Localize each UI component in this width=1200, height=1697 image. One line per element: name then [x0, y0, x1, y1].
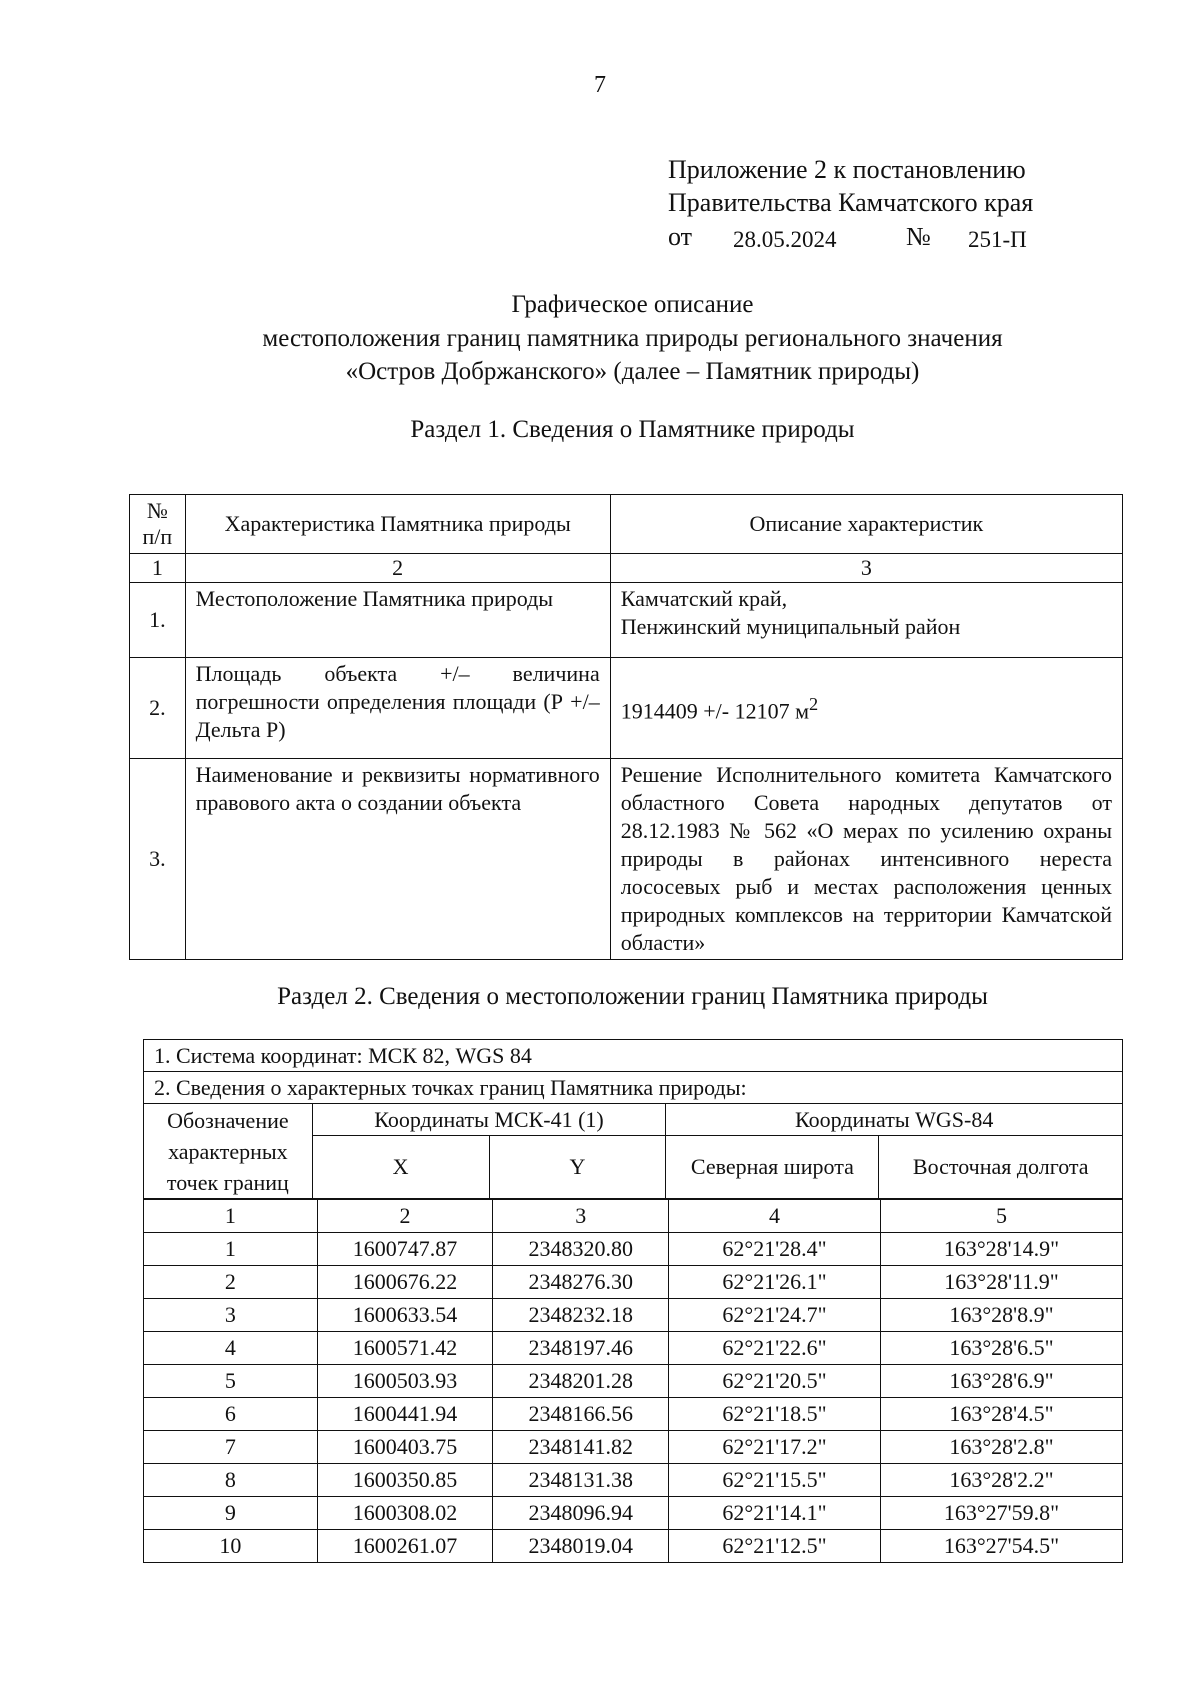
area-value: 1914409 +/- 12107 м: [620, 698, 809, 724]
coordinates-header-table: [143, 1039, 1123, 1199]
point-y: 2348019.04: [493, 1530, 669, 1563]
row-characteristic: Местоположение Памятника природы: [185, 583, 610, 658]
index-cell: 2: [185, 554, 610, 583]
header-north: Северная широта: [666, 1136, 879, 1199]
header-east: Восточная долгота: [879, 1136, 1123, 1199]
index-cell: 2: [317, 1200, 493, 1233]
point-id: 8: [144, 1464, 318, 1497]
point-latitude: 62°21'28.4": [669, 1233, 881, 1266]
header-characteristic: Характеристика Памятника природы: [185, 495, 610, 554]
row-description: [610, 658, 1122, 759]
point-x: 1600350.85: [317, 1464, 493, 1497]
table-header-row: [130, 495, 1123, 554]
coord-system: 1. Система координат: МСК 82, WGS 84: [144, 1040, 1123, 1072]
header-designation: Обозначение характерных точек границ: [144, 1104, 313, 1199]
point-longitude: 163°28'2.2": [880, 1464, 1122, 1497]
point-id: 4: [144, 1332, 318, 1365]
point-x: 1600633.54: [317, 1299, 493, 1332]
points-index-row: [144, 1200, 1123, 1233]
point-longitude: 163°28'11.9": [880, 1266, 1122, 1299]
point-id: 1: [144, 1233, 318, 1266]
point-id: 9: [144, 1497, 318, 1530]
point-id: 2: [144, 1266, 318, 1299]
row-characteristic: Площадь объекта +/– величина погрешности определения площади (Р +/– Дельта Р): [185, 658, 610, 759]
header-number-line-2: п/п: [142, 524, 173, 549]
table-row: [144, 1332, 1123, 1365]
point-latitude: 62°21'22.6": [669, 1332, 881, 1365]
table-row: [144, 1497, 1123, 1530]
point-longitude: 163°28'8.9": [880, 1299, 1122, 1332]
point-x: 1600747.87: [317, 1233, 493, 1266]
area-unit-exponent: 2: [809, 694, 819, 715]
point-latitude: 62°21'17.2": [669, 1431, 881, 1464]
table-row: [144, 1530, 1123, 1563]
point-y: 2348096.94: [493, 1497, 669, 1530]
boundary-points-table: [143, 1199, 1123, 1563]
header-x: X: [312, 1136, 489, 1199]
point-id: 7: [144, 1431, 318, 1464]
row-description-line-2: Пенжинский муниципальный район: [620, 614, 961, 639]
index-cell: 4: [669, 1200, 881, 1233]
points-info: 2. Сведения о характерных точках границ Памятника природы:: [144, 1072, 1123, 1104]
header-msk: Координаты МСК-41 (1): [312, 1104, 666, 1136]
table-row: [144, 1365, 1123, 1398]
point-longitude: 163°28'6.5": [880, 1332, 1122, 1365]
index-cell: 1: [130, 554, 186, 583]
table-row: [130, 658, 1123, 759]
table-row: [144, 1464, 1123, 1497]
point-longitude: 163°28'4.5": [880, 1398, 1122, 1431]
document-title-line-2: местоположения границ памятника природы регионального значения: [262, 325, 1003, 352]
point-latitude: 62°21'14.1": [669, 1497, 881, 1530]
point-longitude: 163°27'59.8": [880, 1497, 1122, 1530]
appendix-number: 251-П: [968, 227, 1027, 252]
appendix-line-1: Приложение 2 к постановлению: [668, 155, 1026, 184]
header-y: Y: [489, 1136, 666, 1199]
table-row: [144, 1299, 1123, 1332]
header-wgs: Координаты WGS-84: [666, 1104, 1123, 1136]
point-x: 1600261.07: [317, 1530, 493, 1563]
point-x: 1600403.75: [317, 1431, 493, 1464]
row-number: 1.: [130, 583, 186, 658]
point-y: 2348320.80: [493, 1233, 669, 1266]
appendix-number-label: №: [906, 222, 931, 251]
point-y: 2348131.38: [493, 1464, 669, 1497]
table-row: [144, 1233, 1123, 1266]
point-y: 2348166.56: [493, 1398, 669, 1431]
nature-monument-info-table: [129, 494, 1123, 960]
table-row: [144, 1398, 1123, 1431]
point-longitude: 163°28'14.9": [880, 1233, 1122, 1266]
document-title-line-3: «Остров Добржанского» (далее – Памятник природы): [345, 358, 920, 385]
coordinates-header-row: [144, 1104, 1123, 1136]
table-index-row: [130, 554, 1123, 583]
document-title-line-1: Графическое описание: [511, 291, 754, 318]
row-characteristic: Наименование и реквизиты нормативного правового акта о создании объекта: [185, 759, 610, 960]
header-number: [130, 495, 186, 554]
point-x: 1600676.22: [317, 1266, 493, 1299]
table-row: [144, 1266, 1123, 1299]
point-id: 6: [144, 1398, 318, 1431]
appendix-line-2: Правительства Камчатского края: [668, 188, 1034, 217]
page-number: 7: [594, 72, 606, 98]
point-latitude: 62°21'26.1": [669, 1266, 881, 1299]
appendix-from-label: от: [668, 222, 693, 251]
index-cell: 3: [493, 1200, 669, 1233]
point-x: 1600503.93: [317, 1365, 493, 1398]
point-longitude: 163°28'6.9": [880, 1365, 1122, 1398]
point-x: 1600441.94: [317, 1398, 493, 1431]
points-info-row: [144, 1072, 1123, 1104]
point-id: 5: [144, 1365, 318, 1398]
point-latitude: 62°21'18.5": [669, 1398, 881, 1431]
table-row: [144, 1431, 1123, 1464]
point-id: 3: [144, 1299, 318, 1332]
header-description: Описание характеристик: [610, 495, 1122, 554]
point-y: 2348276.30: [493, 1266, 669, 1299]
point-latitude: 62°21'20.5": [669, 1365, 881, 1398]
point-longitude: 163°28'2.8": [880, 1431, 1122, 1464]
section-1-heading: Раздел 1. Сведения о Памятнике природы: [410, 416, 855, 443]
point-y: 2348197.46: [493, 1332, 669, 1365]
appendix-date: 28.05.2024: [733, 227, 837, 252]
row-description: Решение Исполнительного комитета Камчатского областного Совета народных депутатов от 28.12.1983 № 562 «О мерах по усилению охраны природы в районах интенсивного нереста лососевых рыб и местах расположения ценных природных комплексов на территории Камчатской области»: [610, 759, 1122, 960]
header-number-line-1: №: [146, 498, 168, 523]
coord-system-row: [144, 1040, 1123, 1072]
point-longitude: 163°27'54.5": [880, 1530, 1122, 1563]
section-2-heading: Раздел 2. Сведения о местоположении границ Памятника природы: [277, 983, 988, 1010]
point-latitude: 62°21'24.7": [669, 1299, 881, 1332]
point-y: 2348141.82: [493, 1431, 669, 1464]
row-number: 2.: [130, 658, 186, 759]
table-row: [130, 583, 1123, 658]
point-y: 2348232.18: [493, 1299, 669, 1332]
row-description: [610, 583, 1122, 658]
index-cell: 3: [610, 554, 1122, 583]
point-y: 2348201.28: [493, 1365, 669, 1398]
point-id: 10: [144, 1530, 318, 1563]
table-row: [130, 759, 1123, 960]
row-number: 3.: [130, 759, 186, 960]
row-description-line-1: Камчатский край,: [620, 586, 788, 611]
index-cell: 5: [880, 1200, 1122, 1233]
point-x: 1600308.02: [317, 1497, 493, 1530]
point-latitude: 62°21'12.5": [669, 1530, 881, 1563]
point-x: 1600571.42: [317, 1332, 493, 1365]
index-cell: 1: [144, 1200, 318, 1233]
point-latitude: 62°21'15.5": [669, 1464, 881, 1497]
